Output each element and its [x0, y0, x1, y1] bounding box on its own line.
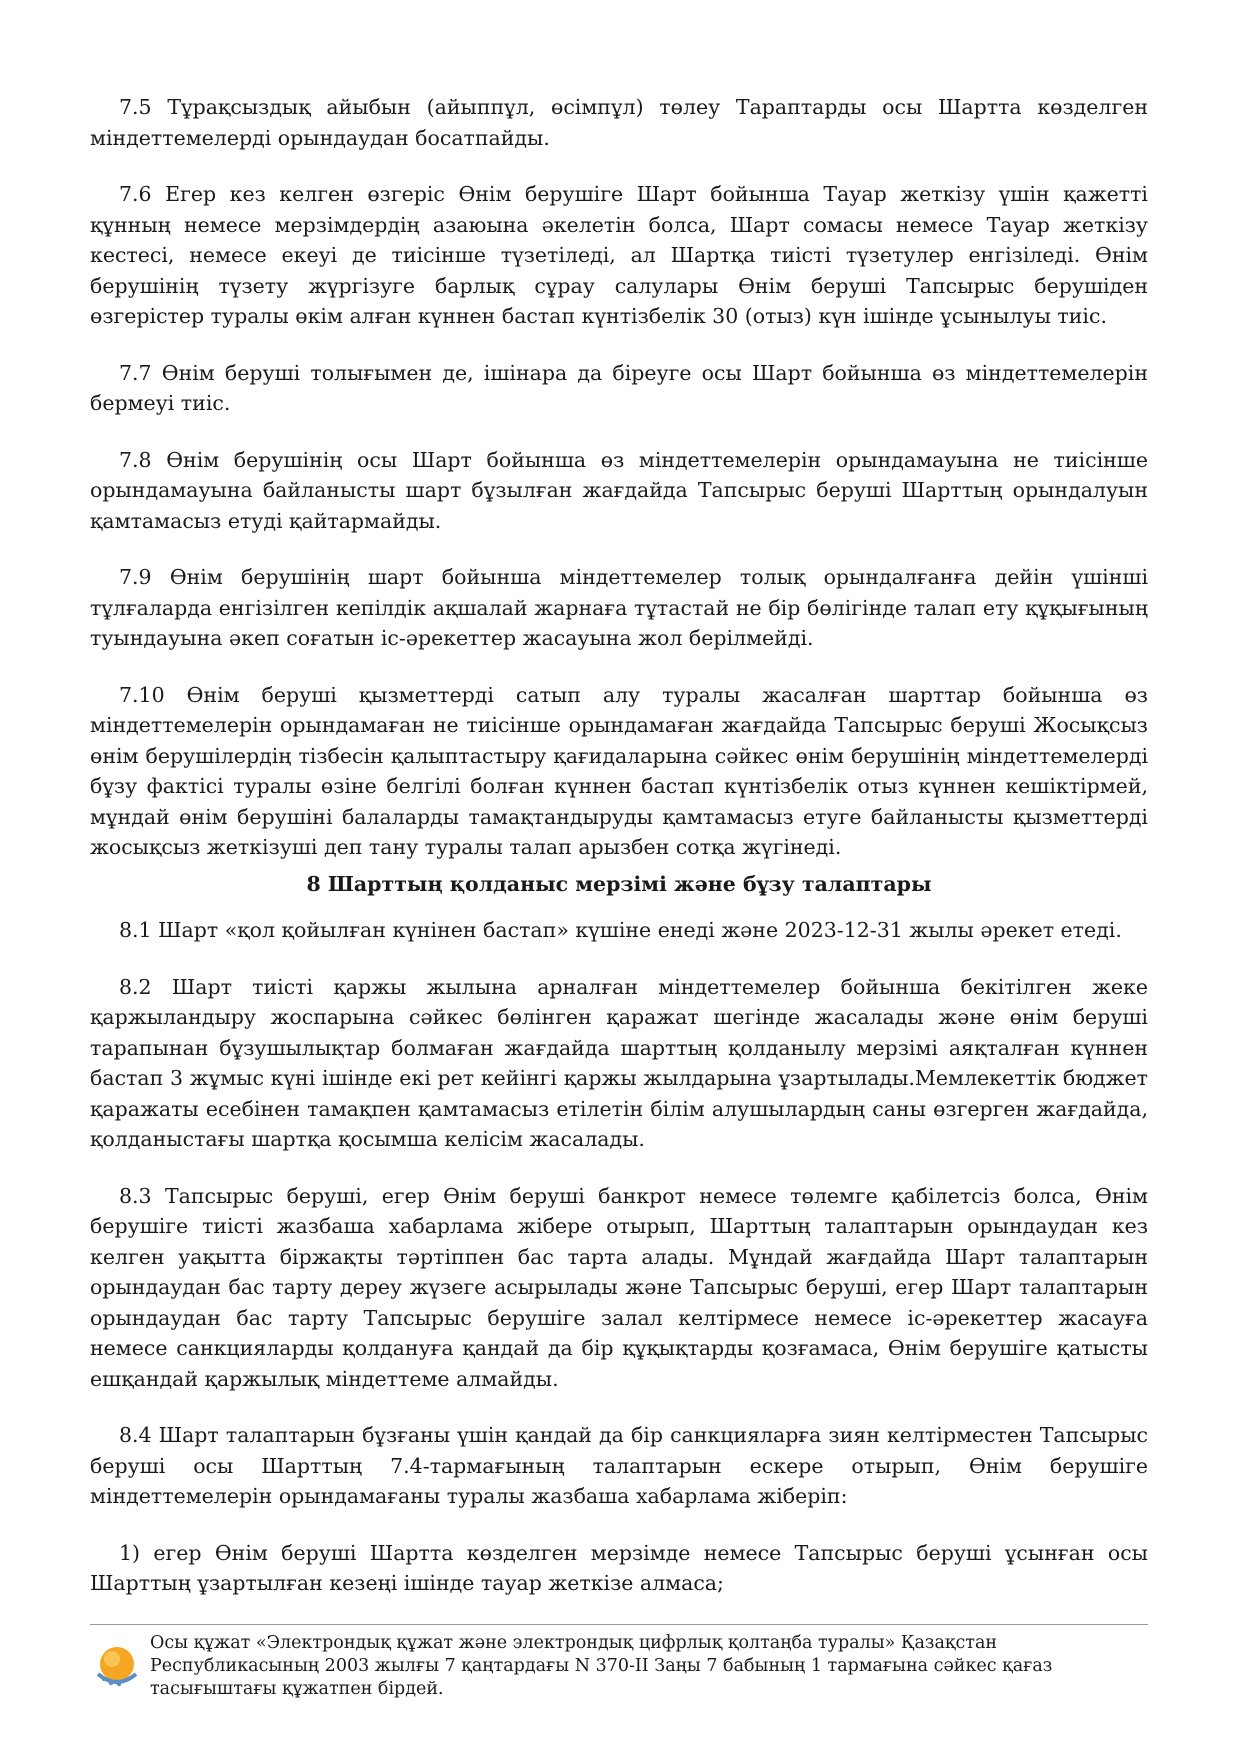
egov-sun-logo-icon [94, 1644, 140, 1690]
section-8-heading: 8 Шарттың қолданыс мерзімі және бұзу талаптары [306, 871, 932, 896]
footer-legal-note: Осы құжат «Электрондық құжат және электрондық цифрлық қолтаңба туралы» Қазақстан Республикасының 2003 жылғы 7 қаңтардағы N 370-II Заңы 7 бабының 1 тармағына сәйкес қағаз тасығыштағы құжатпен бірдей. [150, 1633, 1053, 1699]
clause-7-5: 7.5 Тұрақсыздық айыбын (айыппұл, өсімпұл) төлеу Тараптарды осы Шартта көзделген міндеттемелерді орындаудан босатпайды. [90, 95, 1148, 150]
clause-8-4-item-1: 1) егер Өнім беруші Шартта көзделген мерзімде немесе Тапсырыс беруші ұсынған осы Шарттың ұзартылған кезеңі ішінде тауар жеткізе алмаса; [90, 1540, 1148, 1595]
clause-8-4: 8.4 Шарт талаптарын бұзғаны үшін қандай да бір санкцияларға зиян келтірместен Тапсырыс беруші осы Шарттың 7.4-тармағының талаптарын ескере отырып, Өнім берушіге міндеттемелерін орындамағаны туралы жазбаша хабарлама жіберіп: [90, 1423, 1148, 1508]
clause-8-2: 8.2 Шарт тиісті қаржы жылына арналған міндеттемелер бойынша бекітілген жеке қаржыландыру жоспарына сәйкес бөлінген қаражат шегінде жасалады және өнім беруші тарапынан бұзушылықтар болмаған жағдайда шарттың қолданылу мерзімі аяқталған күннен бастап 3 жұмыс күні ішінде екі рет кейінгі қаржы жылдарына ұзартылады.Мемлекеттік бюджет қаражаты есебінен тамақпен қамтамасыз етілетін білім алушылардың саны өзгерген жағдайда, қолданыстағы шартқа қосымша келісім жасалады. [90, 974, 1148, 1151]
footer-divider [90, 1624, 1148, 1625]
clause-7-6: 7.6 Егер кез келген өзгеріс Өнім берушіге Шарт бойынша Тауар жеткізу үшін қажетті құнның немесе мерзімдердің азаюына әкелетін болса, Шарт сомасы немесе Тауар жеткізу кестесі, немесе екеуі де тиісінше түзетіледі, ал Шартқа тиісті түзетулер енгізіледі. Өнім берушінің түзету жүргізуге барлық сұрау салулары Өнім беруші Тапсырыс берушіден өзгерістер туралы өкім алған күннен бастап күнтізбелік 30 (отыз) күн ішінде ұсынылуы тиіс. [90, 182, 1148, 328]
footer [90, 1632, 1148, 1722]
clause-7-8: 7.8 Өнім берушінің осы Шарт бойынша өз міндеттемелерін орындамауына не тиісінше орындамауына байланысты шарт бұзылған жағдайда Тапсырыс беруші Шарттың орындалуын қамтамасыз етуді қайтармайды. [90, 447, 1148, 533]
clause-8-3: 8.3 Тапсырыс беруші, егер Өнім беруші банкрот немесе төлемге қабілетсіз болса, Өнім берушіге тиісті жазбаша хабарлама жібере отырып, Шарттың талаптарын орындаудан кез келген уақытта біржақты тәртіппен бас тарта алады. Мұндай жағдайда Шарт талаптарын орындаудан бас тарту дереу жүзеге асырылады және Тапсырыс беруші, егер Шарт талаптарын орындаудан бас тарту Тапсырыс берушіге залал келтірмесе немесе іс-әрекеттер жасауға немесе санкцияларды қолдануға қандай да бір құқықтарды қозғамаса, Өнім берушіге қатысты ешқандай қаржылық міндеттеме алмайды. [90, 1183, 1148, 1391]
clause-7-9: 7.9 Өнім берушінің шарт бойынша міндеттемелер толық орындалғанға дейін үшінші тұлғаларда енгізілген кепілдік ақшалай жарнаға тұтастай не бір бөлігінде талап ету құқығының туындауына әкеп соғатын іс-әрекеттер жасауына жол берілмейді. [90, 565, 1148, 650]
clause-7-10: 7.10 Өнім беруші қызметтерді сатып алу туралы жасалған шарттар бойынша өз міндеттемелерін орындамаған не тиісінше орындамаған жағдайда Тапсырыс беруші Жосықсыз өнім берушілердің тізбесін қалыптастыру қағидаларына сәйкес өнім берушінің міндеттемелерді бұзу фактісі туралы өзіне белгілі болған күннен бастап күнтізбелік отыз күннен кешіктірмей, мұндай өнім берушіні балаларды тамақтандыруды қамтамасыз етуге байланысты қызметтерді жосықсыз жеткізуші деп тану туралы талап арызбен сотқа жүгінеді. [90, 682, 1148, 859]
document-body [90, 92, 1148, 1625]
clause-8-1: 8.1 Шарт «қол қойылған күнінен бастап» күшіне енеді және 2023-12-31 жылы әрекет етеді. [119, 918, 1122, 942]
clause-7-7: 7.7 Өнім беруші толығымен де, ішінара да біреуге осы Шарт бойынша өз міндеттемелерін бермеуі тиіс. [90, 360, 1148, 415]
